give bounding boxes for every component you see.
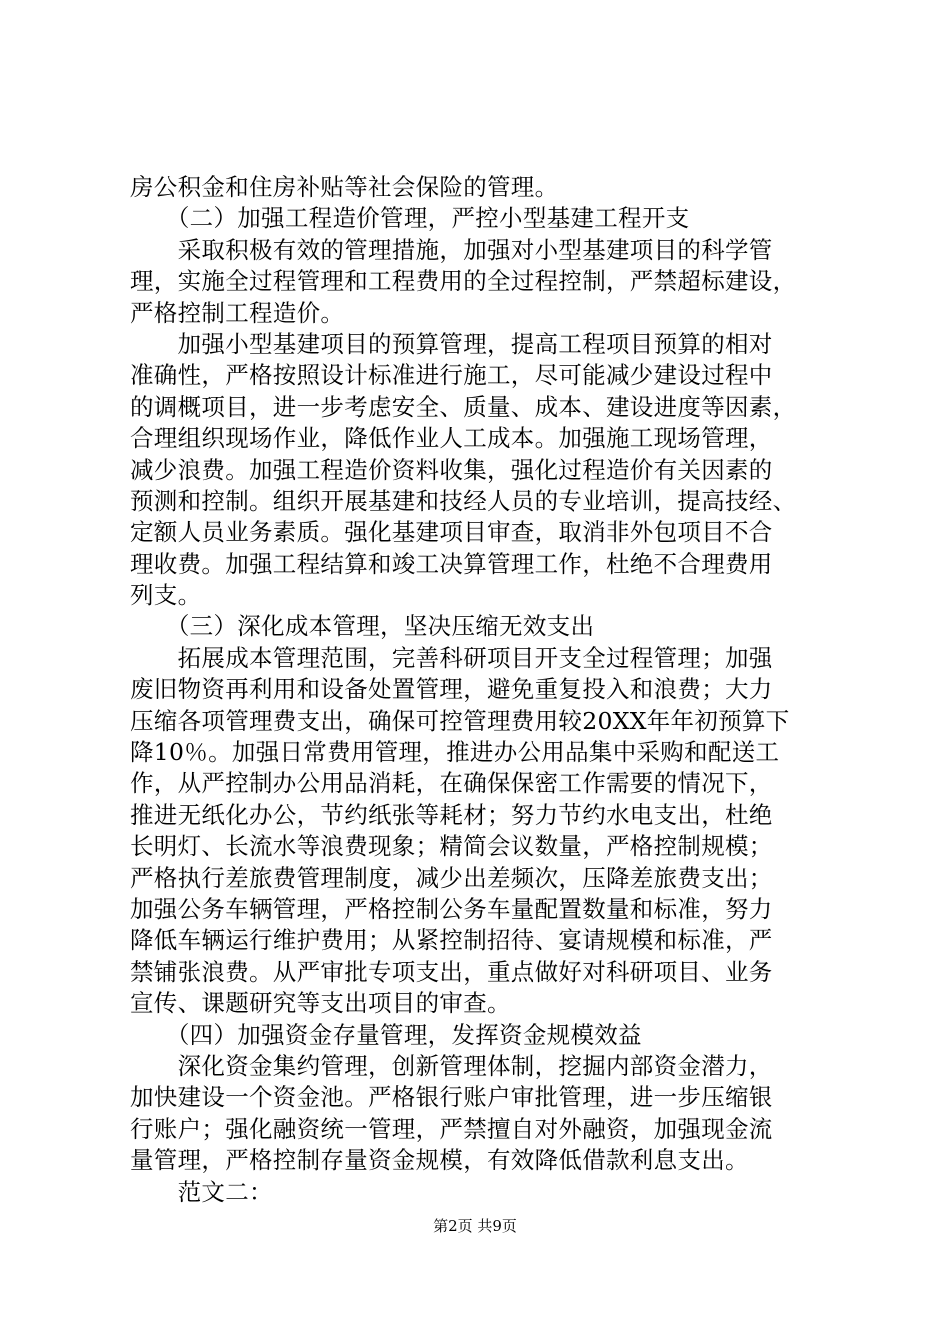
text-line: 降低车辆运行维护费用；从紧控制招待、宴请规模和标准，严 (130, 926, 773, 955)
text-line: 禁铺张浪费。从严审批专项支出，重点做好对科研项目、业务 (130, 957, 773, 986)
text-line: （四）加强资金存量管理，发挥资金规模效益 (130, 1020, 642, 1049)
text-line: 定额人员业务素质。强化基建项目审查，取消非外包项目不合 (130, 518, 773, 547)
document-body (130, 172, 835, 1208)
text-line: 加快建设一个资金池。严格银行账户审批管理，进一步压缩银 (130, 1083, 773, 1112)
text-line: 合理组织现场作业，降低作业人工成本。加强施工现场管理， (130, 424, 773, 453)
text-line: 范文二： (130, 1177, 273, 1206)
text-line: 房公积金和住房补贴等社会保险的管理。 (130, 173, 559, 201)
text-line: 深化资金集约管理，创新管理体制，挖掘内部资金潜力， (130, 1051, 773, 1080)
text-line: 准确性，严格按照设计标准进行施工，尽可能减少建设过程中 (130, 361, 773, 390)
text-line: 预测和控制。组织开展基建和技经人员的专业培训，提高技经、 (130, 486, 797, 515)
text-line: 降10％。加强日常费用管理，推进办公用品集中采购和配送工 (130, 738, 780, 767)
text-line: 的调概项目，进一步考虑安全、质量、成本、建设进度等因素， (130, 392, 797, 421)
text-line: 行账户；强化融资统一管理，严禁擅自对外融资，加强现金流 (130, 1114, 773, 1143)
text-line: 宣传、课题研究等支出项目的审查。 (130, 989, 511, 1018)
text-line: 量管理，严格控制存量资金规模，有效降低借款利息支出。 (130, 1146, 749, 1175)
text-line: 加强小型基建项目的预算管理，提高工程项目预算的相对 (130, 329, 773, 358)
text-line: 理收费。加强工程结算和竣工决算管理工作，杜绝不合理费用 (130, 549, 773, 578)
text-line: 严格执行差旅费管理制度，减少出差频次，压降差旅费支出； (130, 863, 773, 892)
text-line: （三）深化成本管理，坚决压缩无效支出 (130, 612, 595, 641)
text-line: 严格控制工程造价。 (130, 298, 345, 327)
page-footer: 第2页 共9页 (433, 1217, 517, 1235)
text-line: 列支。 (130, 581, 202, 610)
text-line: 减少浪费。加强工程造价资料收集，强化过程造价有关因素的 (130, 455, 773, 484)
text-line: 拓展成本管理范围，完善科研项目开支全过程管理；加强 (130, 643, 773, 672)
text-line: 长明灯、长流水等浪费现象；精简会议数量，严格控制规模； (130, 832, 773, 861)
text-line: 压缩各项管理费支出，确保可控管理费用较20XX年年初预算下 (130, 706, 790, 735)
text-line: 采取积极有效的管理措施，加强对小型基建项目的科学管 (130, 235, 773, 264)
text-line: 加强公务车辆管理，严格控制公务车量配置数量和标准，努力 (130, 894, 773, 923)
text-line: 作，从严控制办公用品消耗，在确保保密工作需要的情况下， (130, 769, 773, 798)
text-line: （二）加强工程造价管理，严控小型基建工程开支 (130, 204, 690, 233)
text-line: 推进无纸化办公，节约纸张等耗材；努力节约水电支出，杜绝 (130, 800, 773, 829)
text-line: 理，实施全过程管理和工程费用的全过程控制，严禁超标建设， (130, 267, 797, 296)
text-line: 废旧物资再利用和设备处置管理，避免重复投入和浪费；大力 (130, 675, 773, 704)
